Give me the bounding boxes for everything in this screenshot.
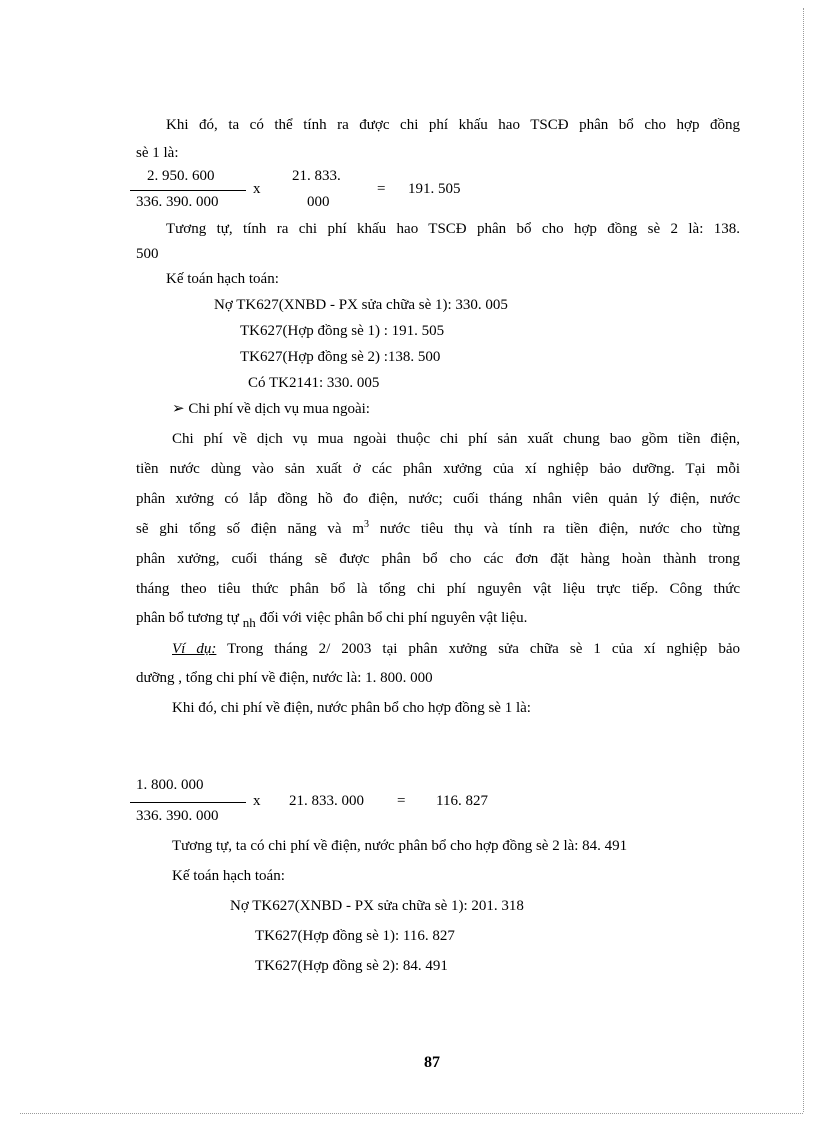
accounting-1-debit: Nợ TK627(XNBD - PX sửa chữa sè 1): 330. 005: [214, 297, 508, 313]
accounting-1-heading: Kế toán hạch toán:: [166, 271, 279, 287]
formula-2-result: 116. 827: [436, 793, 488, 809]
formula-1-numerator: 2. 950. 600: [147, 168, 215, 184]
formula-1-multiplier-bottom: 000: [307, 194, 330, 210]
formula-2-equals: =: [397, 793, 406, 809]
paragraph-2-line-2: 500: [136, 246, 159, 262]
example-line-2: dưỡng , tổng chi phí về điện, nước là: 1. 800. 000: [136, 670, 433, 686]
accounting-2-line-3: TK627(Hợp đồng sè 2): 84. 491: [255, 958, 448, 974]
page-number: 87: [424, 1054, 440, 1071]
paragraph-3-line-1: Chi phí về dịch vụ mua ngoài thuộc chi phí sản xuất chung bao gồm tiền điện,: [172, 431, 740, 447]
paragraph-2-line-1: Tương tự, tính ra chi phí khấu hao TSCĐ phân bổ cho hợp đồng sè 2 là: 138.: [166, 221, 740, 237]
formula-2-multiplier: 21. 833. 000: [289, 793, 364, 809]
paragraph-3-line-3: phân xưởng có lắp đồng hồ đo điện, nước; cuối tháng nhân viên quản lý điện, nước: [136, 491, 740, 507]
accounting-2-heading: Kế toán hạch toán:: [172, 868, 285, 884]
paragraph-1-line-2: sè 1 là:: [136, 145, 179, 161]
example-line-1: Ví dụ: Trong tháng 2/ 2003 tại phân xưởng sửa chữa sè 1 của xí nghiệp bảo: [172, 641, 740, 657]
formula-2-times: x: [253, 793, 261, 809]
bullet-item: [172, 400, 370, 418]
accounting-2-line-2: TK627(Hợp đồng sè 1): 116. 827: [255, 928, 455, 944]
formula-1-denominator: 336. 390. 000: [136, 194, 219, 210]
paragraph-3-line-6: tháng theo tiêu thức phân bổ là tổng chi phí nguyên vật liệu trực tiếp. Công thức: [136, 581, 740, 597]
paragraph-4-line-1: Tương tự, ta có chi phí về điện, nước phân bổ cho hợp đồng sè 2 là: 84. 491: [172, 838, 628, 854]
page-border-bottom: [20, 1113, 803, 1114]
bullet-text: Chi phí về dịch vụ mua ngoài:: [188, 401, 370, 417]
formula-2-denominator: 336. 390. 000: [136, 808, 219, 824]
formula-1-times: x: [253, 181, 261, 197]
formula-1-multiplier-top: 21. 833.: [292, 168, 341, 184]
formula-1-fraction-bar: [130, 190, 246, 191]
page-border-right: [803, 8, 804, 1112]
paragraph-3-line-4: sẽ ghi tổng số điện năng và $m^3$ nước tiêu thụ và tính ra tiền điện, nước cho từng: [136, 519, 740, 537]
paragraph-3-line-7: phân bổ tương tự nh đối với việc phân bổ chi phí nguyên vật liệu.: [136, 610, 528, 630]
formula-2-numerator: 1. 800. 000: [136, 777, 204, 793]
example-line-3: Khi đó, chi phí về điện, nước phân bổ cho hợp đồng sè 1 là:: [172, 700, 531, 716]
accounting-2-debit: Nợ TK627(XNBD - PX sửa chữa sè 1): 201. 318: [230, 898, 524, 914]
paragraph-3-line-2: tiền nước dùng vào sản xuất ở các phân xưởng của xí nghiệp bảo dưỡng. Tại mỗi: [136, 461, 740, 477]
accounting-1-credit: Có TK2141: 330. 005: [248, 375, 380, 391]
accounting-1-line-3: TK627(Hợp đồng sè 2) :138. 500: [240, 349, 441, 365]
formula-1-result: 191. 505: [408, 181, 461, 197]
paragraph-1-line-1: Khi đó, ta có thể tính ra được chi phí khấu hao TSCĐ phân bổ cho hợp đồng: [166, 117, 740, 133]
accounting-1-line-2: TK627(Hợp đồng sè 1) : 191. 505: [240, 323, 445, 339]
formula-1-equals: =: [377, 181, 386, 197]
arrow-bullet-icon: ➢: [172, 401, 185, 417]
paragraph-3-line-5: phân xưởng, cuối tháng sẽ được phân bổ cho các đơn đặt hàng hoàn thành trong: [136, 551, 740, 567]
example-label: Ví dụ:: [172, 641, 217, 657]
formula-2-fraction-bar: [130, 802, 246, 803]
